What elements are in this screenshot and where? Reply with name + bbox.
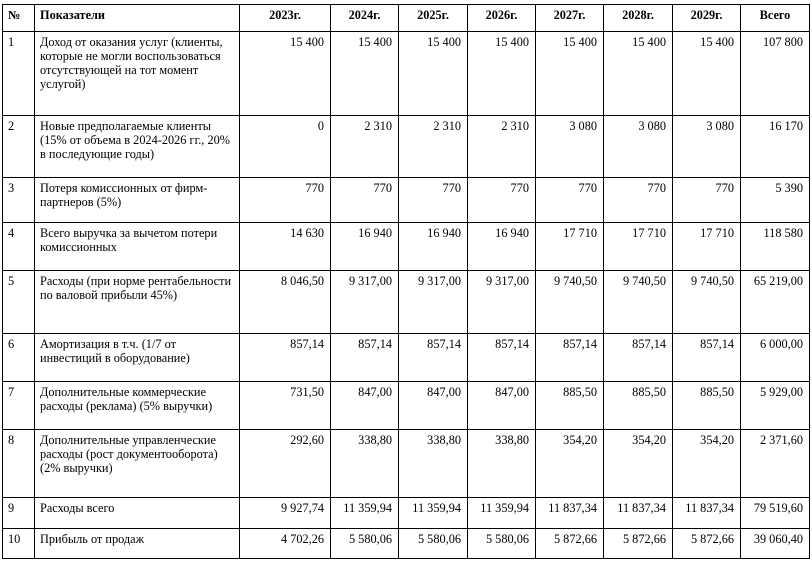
total-value-cell: 79 519,60 bbox=[741, 498, 810, 529]
year-value-cell: 16 940 bbox=[399, 223, 468, 271]
header-cell: № bbox=[3, 5, 35, 32]
year-value-cell: 11 837,34 bbox=[536, 498, 604, 529]
indicator-label-cell: Дополнительные коммерческие расходы (реклама) (5% выручки) bbox=[35, 382, 240, 430]
year-value-cell: 5 580,06 bbox=[399, 529, 468, 559]
row-number-cell: 2 bbox=[3, 116, 35, 178]
year-value-cell: 770 bbox=[468, 178, 536, 223]
year-value-cell: 770 bbox=[240, 178, 331, 223]
header-cell: 2025г. bbox=[399, 5, 468, 32]
year-value-cell: 11 837,34 bbox=[673, 498, 741, 529]
year-value-cell: 338,80 bbox=[331, 430, 399, 498]
year-value-cell: 11 359,94 bbox=[399, 498, 468, 529]
year-value-cell: 731,50 bbox=[240, 382, 331, 430]
total-value-cell: 2 371,60 bbox=[741, 430, 810, 498]
year-value-cell: 5 872,66 bbox=[673, 529, 741, 559]
table-row bbox=[3, 334, 810, 382]
year-value-cell: 5 872,66 bbox=[536, 529, 604, 559]
year-value-cell: 354,20 bbox=[673, 430, 741, 498]
year-value-cell: 15 400 bbox=[604, 32, 673, 116]
row-number-cell: 6 bbox=[3, 334, 35, 382]
year-value-cell: 15 400 bbox=[536, 32, 604, 116]
header-cell: 2024г. bbox=[331, 5, 399, 32]
table-body bbox=[3, 32, 810, 559]
row-number-cell: 9 bbox=[3, 498, 35, 529]
year-value-cell: 15 400 bbox=[468, 32, 536, 116]
year-value-cell: 9 740,50 bbox=[673, 271, 741, 334]
header-cell: 2026г. bbox=[468, 5, 536, 32]
row-number-cell: 5 bbox=[3, 271, 35, 334]
total-value-cell: 39 060,40 bbox=[741, 529, 810, 559]
year-value-cell: 885,50 bbox=[536, 382, 604, 430]
indicator-label-cell: Новые предполагаемые клиенты (15% от объема в 2024-2026 гг., 20% в последующие годы) bbox=[35, 116, 240, 178]
year-value-cell: 770 bbox=[604, 178, 673, 223]
year-value-cell: 354,20 bbox=[604, 430, 673, 498]
year-value-cell: 847,00 bbox=[331, 382, 399, 430]
year-value-cell: 9 317,00 bbox=[331, 271, 399, 334]
year-value-cell: 9 740,50 bbox=[536, 271, 604, 334]
indicator-label-cell: Всего выручка за вычетом потери комиссионных bbox=[35, 223, 240, 271]
year-value-cell: 17 710 bbox=[604, 223, 673, 271]
year-value-cell: 770 bbox=[399, 178, 468, 223]
year-value-cell: 3 080 bbox=[536, 116, 604, 178]
year-value-cell: 885,50 bbox=[673, 382, 741, 430]
year-value-cell: 857,14 bbox=[331, 334, 399, 382]
year-value-cell: 16 940 bbox=[468, 223, 536, 271]
year-value-cell: 9 317,00 bbox=[399, 271, 468, 334]
indicator-label-cell: Амортизация в т.ч. (1/7 от инвестиций в оборудование) bbox=[35, 334, 240, 382]
year-value-cell: 11 837,34 bbox=[604, 498, 673, 529]
table-row bbox=[3, 116, 810, 178]
year-value-cell: 857,14 bbox=[673, 334, 741, 382]
year-value-cell: 15 400 bbox=[240, 32, 331, 116]
row-number-cell: 8 bbox=[3, 430, 35, 498]
total-value-cell: 107 800 bbox=[741, 32, 810, 116]
year-value-cell: 11 359,94 bbox=[331, 498, 399, 529]
year-value-cell: 15 400 bbox=[331, 32, 399, 116]
indicator-label-cell: Расходы (при норме рентабельности по валовой прибыли 45%) bbox=[35, 271, 240, 334]
year-value-cell: 11 359,94 bbox=[468, 498, 536, 529]
year-value-cell: 9 740,50 bbox=[604, 271, 673, 334]
indicator-label-cell: Расходы всего bbox=[35, 498, 240, 529]
year-value-cell: 5 580,06 bbox=[468, 529, 536, 559]
year-value-cell: 17 710 bbox=[536, 223, 604, 271]
year-value-cell: 15 400 bbox=[673, 32, 741, 116]
year-value-cell: 3 080 bbox=[604, 116, 673, 178]
total-value-cell: 65 219,00 bbox=[741, 271, 810, 334]
year-value-cell: 15 400 bbox=[399, 32, 468, 116]
year-value-cell: 885,50 bbox=[604, 382, 673, 430]
year-value-cell: 2 310 bbox=[399, 116, 468, 178]
year-value-cell: 2 310 bbox=[468, 116, 536, 178]
header-cell: 2029г. bbox=[673, 5, 741, 32]
table-row bbox=[3, 32, 810, 116]
indicator-label-cell: Доход от оказания услуг (клиенты, которые не могли воспользоваться отсутствующей на тот момент услугой) bbox=[35, 32, 240, 116]
header-row bbox=[3, 5, 810, 32]
indicator-label-cell: Прибыль от продаж bbox=[35, 529, 240, 559]
year-value-cell: 857,14 bbox=[399, 334, 468, 382]
header-cell: 2027г. bbox=[536, 5, 604, 32]
total-value-cell: 5 390 bbox=[741, 178, 810, 223]
year-value-cell: 5 872,66 bbox=[604, 529, 673, 559]
table-row bbox=[3, 223, 810, 271]
table-row bbox=[3, 382, 810, 430]
table-row bbox=[3, 498, 810, 529]
header-cell: 2028г. bbox=[604, 5, 673, 32]
year-value-cell: 857,14 bbox=[240, 334, 331, 382]
table-row bbox=[3, 529, 810, 559]
year-value-cell: 770 bbox=[331, 178, 399, 223]
year-value-cell: 292,60 bbox=[240, 430, 331, 498]
year-value-cell: 857,14 bbox=[468, 334, 536, 382]
financial-forecast-table bbox=[2, 4, 810, 559]
year-value-cell: 338,80 bbox=[399, 430, 468, 498]
year-value-cell: 770 bbox=[673, 178, 741, 223]
year-value-cell: 17 710 bbox=[673, 223, 741, 271]
year-value-cell: 2 310 bbox=[331, 116, 399, 178]
table-row bbox=[3, 178, 810, 223]
row-number-cell: 7 bbox=[3, 382, 35, 430]
table-row bbox=[3, 430, 810, 498]
row-number-cell: 10 bbox=[3, 529, 35, 559]
total-value-cell: 16 170 bbox=[741, 116, 810, 178]
table-row bbox=[3, 271, 810, 334]
year-value-cell: 3 080 bbox=[673, 116, 741, 178]
row-number-cell: 1 bbox=[3, 32, 35, 116]
year-value-cell: 0 bbox=[240, 116, 331, 178]
year-value-cell: 5 580,06 bbox=[331, 529, 399, 559]
year-value-cell: 847,00 bbox=[468, 382, 536, 430]
total-value-cell: 118 580 bbox=[741, 223, 810, 271]
year-value-cell: 847,00 bbox=[399, 382, 468, 430]
indicator-label-cell: Дополнительные управленческие расходы (рост документооборота) (2% выручки) bbox=[35, 430, 240, 498]
year-value-cell: 9 927,74 bbox=[240, 498, 331, 529]
indicator-label-cell: Потеря комиссионных от фирм-партнеров (5%) bbox=[35, 178, 240, 223]
year-value-cell: 770 bbox=[536, 178, 604, 223]
row-number-cell: 4 bbox=[3, 223, 35, 271]
year-value-cell: 857,14 bbox=[604, 334, 673, 382]
header-cell: 2023г. bbox=[240, 5, 331, 32]
year-value-cell: 4 702,26 bbox=[240, 529, 331, 559]
year-value-cell: 16 940 bbox=[331, 223, 399, 271]
year-value-cell: 9 317,00 bbox=[468, 271, 536, 334]
year-value-cell: 14 630 bbox=[240, 223, 331, 271]
year-value-cell: 857,14 bbox=[536, 334, 604, 382]
row-number-cell: 3 bbox=[3, 178, 35, 223]
year-value-cell: 8 046,50 bbox=[240, 271, 331, 334]
total-value-cell: 5 929,00 bbox=[741, 382, 810, 430]
header-cell: Показатели bbox=[35, 5, 240, 32]
year-value-cell: 354,20 bbox=[536, 430, 604, 498]
header-cell: Всего bbox=[741, 5, 810, 32]
total-value-cell: 6 000,00 bbox=[741, 334, 810, 382]
year-value-cell: 338,80 bbox=[468, 430, 536, 498]
